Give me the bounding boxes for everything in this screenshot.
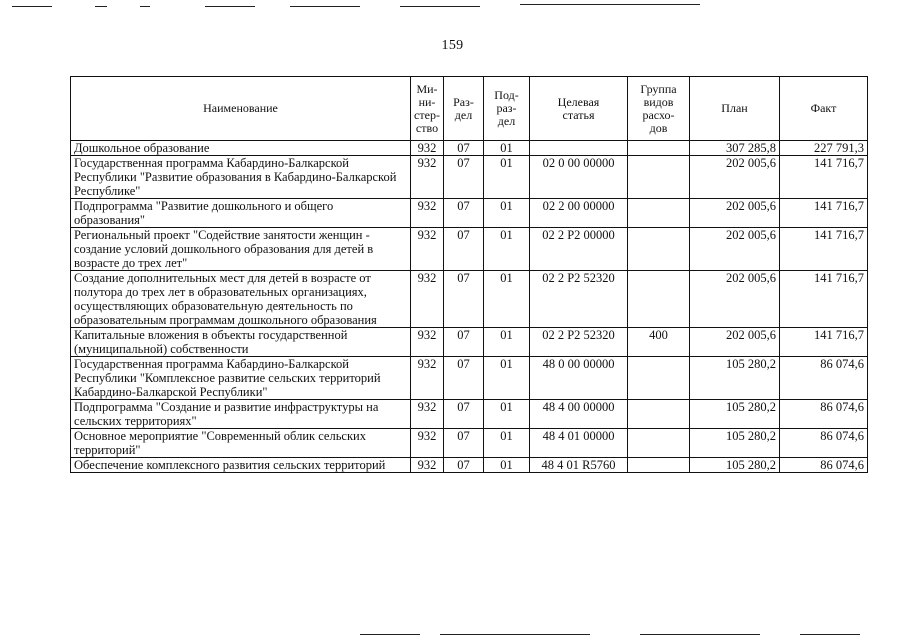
row-name: Государственная программа Кабардино-Балкарской Республики "Развитие образования в Кабардино-Балкарской Республике": [71, 156, 411, 199]
row-subsection: 01: [484, 429, 530, 458]
row-ministry: 932: [411, 199, 444, 228]
row-name: Региональный проект "Содействие занятости женщин - создание условий дошкольного образования для детей в возрасте до трех лет": [71, 228, 411, 271]
row-name: Основное мероприятие "Современный облик сельских территорий": [71, 429, 411, 458]
row-plan: 202 005,6: [690, 328, 780, 357]
header-target-line: статья: [562, 107, 595, 122]
scan-artifact-top: [400, 6, 480, 7]
header-section-line: Раз-: [453, 94, 474, 109]
header-subsection-line: Под-: [494, 88, 519, 102]
row-plan: 105 280,2: [690, 400, 780, 429]
row-target: 02 0 00 00000: [530, 156, 628, 199]
row-target: 48 0 00 00000: [530, 357, 628, 400]
row-section: 07: [444, 271, 484, 328]
row-plan: 105 280,2: [690, 429, 780, 458]
row-group: [628, 400, 690, 429]
header-target: [530, 77, 628, 141]
row-name: Обеспечение комплексного развития сельских территорий: [71, 458, 411, 473]
row-section: 07: [444, 156, 484, 199]
row-subsection: 01: [484, 271, 530, 328]
row-target: 48 4 01 R5760: [530, 458, 628, 473]
header-section: [444, 77, 484, 141]
row-name: Подпрограмма "Развитие дошкольного и общего образования": [71, 199, 411, 228]
table-row: [71, 271, 868, 328]
header-expense-group-line: видов: [643, 94, 674, 109]
row-subsection: 01: [484, 458, 530, 473]
row-ministry: 932: [411, 328, 444, 357]
row-ministry: 932: [411, 141, 444, 156]
table-row: [71, 357, 868, 400]
row-section: 07: [444, 328, 484, 357]
row-fact: 141 716,7: [780, 271, 868, 328]
table-body: [71, 141, 868, 473]
row-subsection: 01: [484, 357, 530, 400]
row-ministry: 932: [411, 156, 444, 199]
row-ministry: 932: [411, 228, 444, 271]
row-section: 07: [444, 199, 484, 228]
row-name: Государственная программа Кабардино-Балкарской Республики "Комплексное развитие сельских территорий Кабардино-Балкарской Республики": [71, 357, 411, 400]
scan-artifact-bottom: [360, 634, 420, 635]
row-fact: 141 716,7: [780, 228, 868, 271]
row-fact: 86 074,6: [780, 429, 868, 458]
row-ministry: 932: [411, 357, 444, 400]
row-subsection: 01: [484, 141, 530, 156]
row-subsection: 01: [484, 199, 530, 228]
row-plan: 202 005,6: [690, 271, 780, 328]
scan-artifact-top: [95, 6, 107, 7]
row-ministry: 932: [411, 400, 444, 429]
header-ministry-line: ни-: [418, 94, 436, 109]
row-subsection: 01: [484, 328, 530, 357]
header-expense-group-line: расхо-: [642, 107, 675, 122]
table-header: [71, 77, 868, 141]
row-section: 07: [444, 228, 484, 271]
row-group: [628, 357, 690, 400]
header-expense-group-line: Группа: [640, 81, 677, 96]
page-number: 159: [441, 38, 464, 53]
row-subsection: 01: [484, 228, 530, 271]
row-fact: 86 074,6: [780, 400, 868, 429]
header-fact: Факт: [780, 77, 868, 141]
header-name: Наименование: [71, 77, 411, 141]
header-subsection-line: раз-: [496, 101, 517, 115]
row-fact: 86 074,6: [780, 357, 868, 400]
row-plan: 202 005,6: [690, 156, 780, 199]
row-section: 07: [444, 357, 484, 400]
row-plan: 202 005,6: [690, 199, 780, 228]
header-subsection-line: дел: [497, 114, 516, 128]
scan-artifact-top: [140, 6, 150, 7]
header-expense-group-line: дов: [649, 120, 668, 135]
scan-artifact-top: [520, 4, 700, 5]
header-section-line: дел: [454, 107, 473, 122]
row-name: Создание дополнительных мест для детей в возрасте от полутора до трех лет в образовательных организациях, осуществляющих образовательную деятельность по образовательным программам дошкольного образования: [71, 271, 411, 328]
row-group: [628, 429, 690, 458]
row-target: 02 2 P2 52320: [530, 271, 628, 328]
header-ministry-line: стер-: [414, 107, 440, 122]
scan-artifact-top: [290, 6, 360, 7]
row-group: [628, 156, 690, 199]
row-subsection: 01: [484, 156, 530, 199]
scan-artifact-bottom: [640, 634, 760, 635]
row-group: [628, 458, 690, 473]
row-ministry: 932: [411, 429, 444, 458]
row-target: 48 4 01 00000: [530, 429, 628, 458]
table-row: [71, 429, 868, 458]
header-expense-group: [628, 77, 690, 141]
scan-artifact-bottom: [440, 634, 590, 635]
row-target: [530, 141, 628, 156]
row-name: Капитальные вложения в объекты государственной (муниципальной) собственности: [71, 328, 411, 357]
header-ministry-line: Ми-: [416, 81, 438, 96]
row-plan: 105 280,2: [690, 458, 780, 473]
row-group: [628, 141, 690, 156]
row-fact: 86 074,6: [780, 458, 868, 473]
row-group: [628, 228, 690, 271]
table-row: [71, 400, 868, 429]
header-subsection: [484, 77, 530, 141]
row-plan: 105 280,2: [690, 357, 780, 400]
row-target: 02 2 P2 00000: [530, 228, 628, 271]
header-plan: План: [690, 77, 780, 141]
scan-artifact-bottom: [800, 634, 860, 635]
table-row: [71, 141, 868, 156]
row-fact: 227 791,3: [780, 141, 868, 156]
table-row: [71, 458, 868, 473]
row-section: 07: [444, 458, 484, 473]
row-section: 07: [444, 141, 484, 156]
row-group: [628, 199, 690, 228]
row-plan: 202 005,6: [690, 228, 780, 271]
row-ministry: 932: [411, 271, 444, 328]
row-fact: 141 716,7: [780, 328, 868, 357]
table-row: [71, 228, 868, 271]
table-row: [71, 328, 868, 357]
row-plan: 307 285,8: [690, 141, 780, 156]
row-target: 02 2 00 00000: [530, 199, 628, 228]
row-group: 400: [628, 328, 690, 357]
row-name: Дошкольное образование: [71, 141, 411, 156]
budget-table: [70, 76, 868, 473]
header-ministry-line: ство: [415, 120, 439, 135]
row-section: 07: [444, 400, 484, 429]
row-section: 07: [444, 429, 484, 458]
table-row: [71, 156, 868, 199]
scan-artifact-top: [12, 6, 52, 7]
table-row: [71, 199, 868, 228]
row-subsection: 01: [484, 400, 530, 429]
header-ministry: [411, 77, 444, 141]
row-ministry: 932: [411, 458, 444, 473]
row-target: 48 4 00 00000: [530, 400, 628, 429]
row-fact: 141 716,7: [780, 199, 868, 228]
row-fact: 141 716,7: [780, 156, 868, 199]
scan-artifact-top: [205, 6, 255, 7]
row-target: 02 2 P2 52320: [530, 328, 628, 357]
row-group: [628, 271, 690, 328]
row-name: Подпрограмма "Создание и развитие инфраструктуры на сельских территориях": [71, 400, 411, 429]
header-target-line: Целевая: [557, 94, 600, 109]
